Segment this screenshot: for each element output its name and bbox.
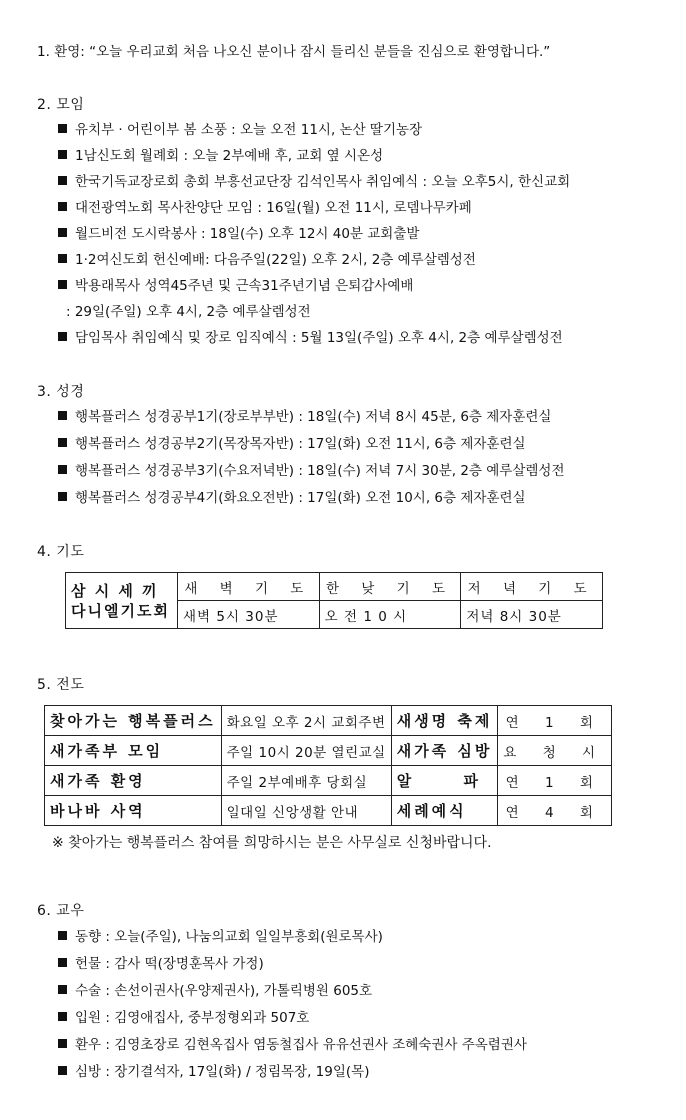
list-item: 행복플러스 성경공부3기(수요저녁반) : 18일(수) 저녁 7시 30분, 2층 예루살렘성전 (58, 459, 565, 479)
prayer-header-evening: 저 녁 기 도 (461, 573, 603, 601)
evangelism-table (44, 705, 612, 826)
prayer-time-dawn: 새벽 5시 30분 (178, 601, 320, 629)
evangelism-note: ※ 찾아가는 행복플러스 참여를 희망하시는 분은 사무실로 신청바랍니다. (52, 835, 492, 851)
bullet-icon (58, 150, 67, 159)
table-row: 찾아가는 행복플러스 화요일 오후 2시 교회주변 새생명 축제 연 1 회 (45, 706, 612, 736)
list-item: 입원 : 김영애집사, 중부정형외과 507호 (58, 1006, 309, 1026)
section-heading-meetings: 2. 모임 (37, 97, 85, 113)
bullet-icon (58, 492, 67, 501)
list-item: 월드비전 도시락봉사 : 18일(수) 오후 12시 40분 교회출발 (58, 222, 419, 242)
bullet-icon (58, 438, 67, 447)
prayer-header-noon: 한 낮 기 도 (319, 573, 461, 601)
list-item: 1남신도회 월례회 : 오늘 2부예배 후, 교회 옆 시온성 (58, 144, 383, 164)
list-item: 동향 : 오늘(주일), 나눔의교회 일일부흥회(원로목사) (58, 925, 383, 945)
list-item: 박용래목사 성역45주년 및 근속31주년기념 은퇴감사예배 (58, 274, 413, 294)
bullet-icon (58, 958, 67, 967)
bullet-icon (58, 202, 67, 211)
table-row: 바나바 사역 일대일 신앙생활 안내 세례예식 연 4 회 (45, 796, 612, 826)
bullet-icon (58, 931, 67, 940)
bullet-icon (58, 411, 67, 420)
list-item: 헌물 : 감사 떡(장명훈목사 가정) (58, 952, 264, 972)
prayer-table (65, 572, 603, 629)
prayer-time-evening: 저녁 8시 30분 (461, 601, 603, 629)
bullet-icon (58, 124, 67, 133)
prayer-table-title: 삼 시 세 끼 다니엘기도회 (66, 573, 178, 629)
list-item: 유치부 ‧ 어린이부 봄 소풍 : 오늘 오전 11시, 논산 딸기농장 (58, 118, 422, 138)
bullet-icon (58, 1012, 67, 1021)
list-item-continuation: : 29일(주일) 오후 4시, 2층 예루살렘성전 (66, 304, 311, 320)
bullet-icon (58, 1066, 67, 1075)
table-row: 새가족 환영 주일 2부예배후 당회실 알 파 연 1 회 (45, 766, 612, 796)
bullet-icon (58, 1039, 67, 1048)
section-heading-prayer: 4. 기도 (37, 544, 85, 560)
welcome-line: 1. 환영: “오늘 우리교회 처음 나오신 분이나 잠시 들리신 분들을 진심으로 환영합니다.” (37, 44, 551, 60)
bullet-icon (58, 228, 67, 237)
list-item: 행복플러스 성경공부2기(목장목자반) : 17일(화) 오전 11시, 6층 제자훈련실 (58, 432, 526, 452)
table-row: 새가족부 모임 주일 10시 20분 열린교실 새가족 심방 요 청 시 (45, 736, 612, 766)
bullet-icon (58, 465, 67, 474)
list-item: 행복플러스 성경공부4기(화요오전반) : 17일(화) 오전 10시, 6층 제자훈련실 (58, 486, 526, 506)
list-item: 1‧2여신도회 헌신예배: 다음주일(22일) 오후 2시, 2층 예루살렘성전 (58, 248, 476, 268)
bullet-icon (58, 332, 67, 341)
bullet-icon (58, 985, 67, 994)
bullet-icon (58, 254, 67, 263)
list-item: 환우 : 김영초장로 김현옥집사 염동철집사 유유선권사 조혜숙권사 주옥렴권사 (58, 1033, 527, 1053)
list-item: 대전광역노회 목사찬양단 모임 : 16일(월) 오전 11시, 로뎀나무카페 (58, 196, 472, 216)
prayer-header-dawn: 새 벽 기 도 (178, 573, 320, 601)
prayer-time-noon: 오 전 1 0 시 (319, 601, 461, 629)
list-item: 담임목사 취임예식 및 장로 임직예식 : 5월 13일(주일) 오후 4시, 2층 예루살렘성전 (58, 326, 563, 346)
section-heading-members: 6. 교우 (37, 903, 85, 919)
list-item: 행복플러스 성경공부1기(장로부부반) : 18일(수) 저녁 8시 45분, 6층 제자훈련실 (58, 405, 551, 425)
list-item: 수술 : 손선이권사(우양제권사), 가톨릭병원 605호 (58, 979, 372, 999)
list-item: 한국기독교장로회 총회 부흥선교단장 김석인목사 취임예식 : 오늘 오후5시, 한신교회 (58, 170, 570, 190)
section-heading-bible: 3. 성경 (37, 384, 85, 400)
bullet-icon (58, 280, 67, 289)
bullet-icon (58, 176, 67, 185)
section-heading-evangelism: 5. 전도 (37, 677, 85, 693)
list-item: 심방 : 장기결석자, 17일(화) / 정림목장, 19일(목) (58, 1060, 369, 1080)
